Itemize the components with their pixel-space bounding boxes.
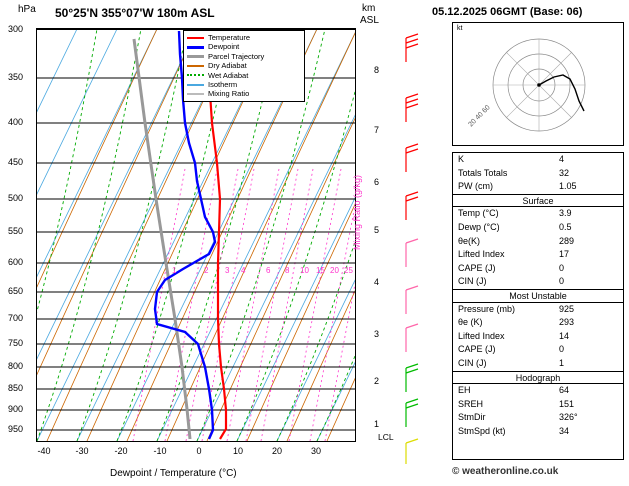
hodograph-panel: [452, 22, 624, 146]
table-row: [453, 221, 623, 235]
row-value: 1: [559, 357, 565, 368]
table-row: [453, 398, 623, 412]
row-key: θe (K): [458, 317, 483, 328]
row-value: 293: [559, 317, 575, 328]
row-value: 0.5: [559, 221, 572, 232]
credit-watermark: © weatheronline.co.uk: [452, 466, 559, 477]
legend-label-dewpoint: Dewpoint: [208, 42, 240, 52]
xtick-30: 30: [310, 446, 322, 456]
legend-label-temperature: Temperature: [208, 33, 251, 42]
ytick-400: 400: [8, 117, 24, 127]
table-row: [453, 275, 623, 289]
table-row: [453, 357, 623, 371]
row-value: 925: [559, 303, 575, 314]
table-row: [453, 153, 623, 167]
legend-swatch-isotherm: [187, 84, 204, 86]
table-row: [453, 262, 623, 276]
table-row: [453, 316, 623, 330]
row-value: 4: [559, 154, 565, 164]
legend-label-parcel: Parcel Trajectory: [208, 51, 265, 61]
mixing-label-3: 3: [225, 266, 230, 275]
ytick-650: 650: [8, 286, 24, 296]
ytick-700: 700: [8, 313, 24, 323]
mixing-label-15: 15: [316, 266, 325, 275]
row-key: EH: [458, 385, 471, 396]
legend-swatch-mixing-ratio: [187, 93, 204, 95]
row-key: Totals Totals: [458, 167, 508, 178]
xtick--20: -20: [114, 446, 128, 456]
table-row: [453, 180, 623, 194]
xtick--40: -40: [37, 446, 51, 456]
chart-legend: [183, 30, 305, 102]
row-value: 64: [559, 385, 570, 396]
legend-item-isotherm: [187, 80, 301, 89]
asl-label: ASL: [360, 15, 379, 26]
row-value: 3.9: [559, 208, 572, 219]
ytick-550: 550: [8, 226, 24, 236]
legend-item-temperature: [187, 33, 301, 42]
table-row: [453, 384, 623, 398]
mixing-label-6: 6: [266, 266, 271, 275]
section-header-hodograph: Hodograph: [453, 371, 623, 385]
legend-label-isotherm: Isotherm: [208, 80, 238, 90]
row-key: PW (cm): [458, 181, 493, 192]
lcl-label: LCL: [378, 432, 394, 442]
row-value: 289: [559, 235, 575, 246]
row-key: CAPE (J): [458, 262, 496, 273]
ytick-500: 500: [8, 193, 24, 203]
xtick-0: 0: [196, 446, 202, 456]
legend-label-mixing-ratio: Mixing Ratio: [208, 89, 250, 99]
table-row: [453, 343, 623, 357]
ytick-800: 800: [8, 361, 24, 371]
row-key: θe(K): [458, 235, 481, 246]
kmtick-8: 8: [374, 65, 380, 75]
mixing-label-8: 8: [285, 266, 290, 275]
mixing-ratio-axis-label: Mixing Ratio (g/kg): [352, 174, 362, 250]
page-title: 50°25'N 355°07'W 180m ASL: [55, 6, 215, 20]
row-key: Lifted Index: [458, 249, 505, 260]
row-value: 326°: [559, 412, 578, 423]
table-row: [453, 411, 623, 425]
row-key: Temp (°C): [458, 208, 499, 219]
pressure-unit-label: hPa: [18, 4, 36, 15]
legend-swatch-wet-adiabat: [187, 74, 204, 76]
row-key: K: [458, 154, 465, 164]
kmtick-3: 3: [374, 329, 380, 339]
row-key: Pressure (mb): [458, 303, 516, 314]
legend-label-dry-adiabat: Dry Adiabat: [208, 61, 247, 71]
table-row: [453, 303, 623, 317]
kmtick-5: 5: [374, 225, 380, 235]
ytick-300: 300: [8, 24, 24, 34]
row-key: StmDir: [458, 412, 486, 423]
xtick-10: 10: [232, 446, 244, 456]
ytick-350: 350: [8, 72, 24, 82]
row-key: CAPE (J): [458, 344, 496, 355]
height-unit-label: km: [362, 3, 376, 14]
mixing-label-1: 1: [172, 266, 177, 275]
table-row: [453, 167, 623, 181]
row-key: CIN (J): [458, 357, 487, 368]
row-value: 32: [559, 167, 570, 178]
kmtick-7: 7: [374, 125, 380, 135]
mixing-label-10: 10: [300, 266, 309, 275]
row-key: Lifted Index: [458, 330, 505, 341]
wind-barb-column: [392, 28, 428, 468]
xtick--30: -30: [75, 446, 89, 456]
row-value: 17: [559, 249, 570, 260]
row-value: 34: [559, 425, 570, 436]
ytick-750: 750: [8, 338, 24, 348]
kmtick-6: 6: [374, 177, 380, 187]
legend-swatch-temperature: [187, 37, 204, 39]
kmtick-4: 4: [374, 277, 380, 287]
ytick-850: 850: [8, 383, 24, 393]
xtick-20: 20: [271, 446, 283, 456]
legend-item-dewpoint: [187, 42, 301, 51]
legend-swatch-parcel: [187, 55, 204, 58]
legend-label-wet-adiabat: Wet Adiabat: [208, 70, 249, 80]
row-value: 0: [559, 276, 565, 287]
mixing-label-2: 2: [204, 266, 209, 275]
legend-item-parcel: [187, 52, 301, 61]
row-value: 0: [559, 262, 565, 273]
row-value: 1.05: [559, 181, 577, 192]
row-value: 14: [559, 330, 570, 341]
table-row: [453, 330, 623, 344]
sounding-indices-table: [452, 152, 624, 460]
ytick-950: 950: [8, 424, 24, 434]
row-key: StmSpd (kt): [458, 425, 506, 436]
date-header: 05.12.2025 06GMT (Base: 06): [432, 6, 583, 18]
section-header-surface: Surface: [453, 194, 623, 208]
mixing-label-20: 20: [330, 266, 339, 275]
row-key: SREH: [458, 398, 484, 409]
table-row: [453, 425, 623, 439]
ytick-600: 600: [8, 257, 24, 267]
xtick--10: -10: [153, 446, 167, 456]
hodograph-unit-label: kt: [457, 25, 463, 32]
legend-item-mixing-ratio: [187, 89, 301, 98]
table-row: [453, 235, 623, 249]
legend-item-dry-adiabat: [187, 61, 301, 70]
legend-swatch-dry-adiabat: [187, 65, 204, 67]
row-key: CIN (J): [458, 276, 487, 287]
kmtick-2: 2: [374, 376, 380, 386]
legend-item-wet-adiabat: [187, 71, 301, 80]
table-row: [453, 207, 623, 221]
ytick-900: 900: [8, 404, 24, 414]
kmtick-1: 1: [374, 419, 380, 429]
x-axis-label: Dewpoint / Temperature (°C): [110, 468, 237, 479]
section-header-most-unstable: Most Unstable: [453, 289, 623, 303]
row-value: 151: [559, 398, 575, 409]
mixing-label-25: 25: [344, 266, 353, 275]
svg-text:20 40 60: 20 40 60: [467, 104, 492, 129]
legend-swatch-dewpoint: [187, 46, 204, 49]
row-key: Dewp (°C): [458, 221, 500, 232]
table-row: [453, 248, 623, 262]
row-value: 0: [559, 344, 565, 355]
hodograph-svg: [453, 23, 623, 145]
ytick-450: 450: [8, 157, 24, 167]
mixing-label-4: 4: [241, 266, 246, 275]
